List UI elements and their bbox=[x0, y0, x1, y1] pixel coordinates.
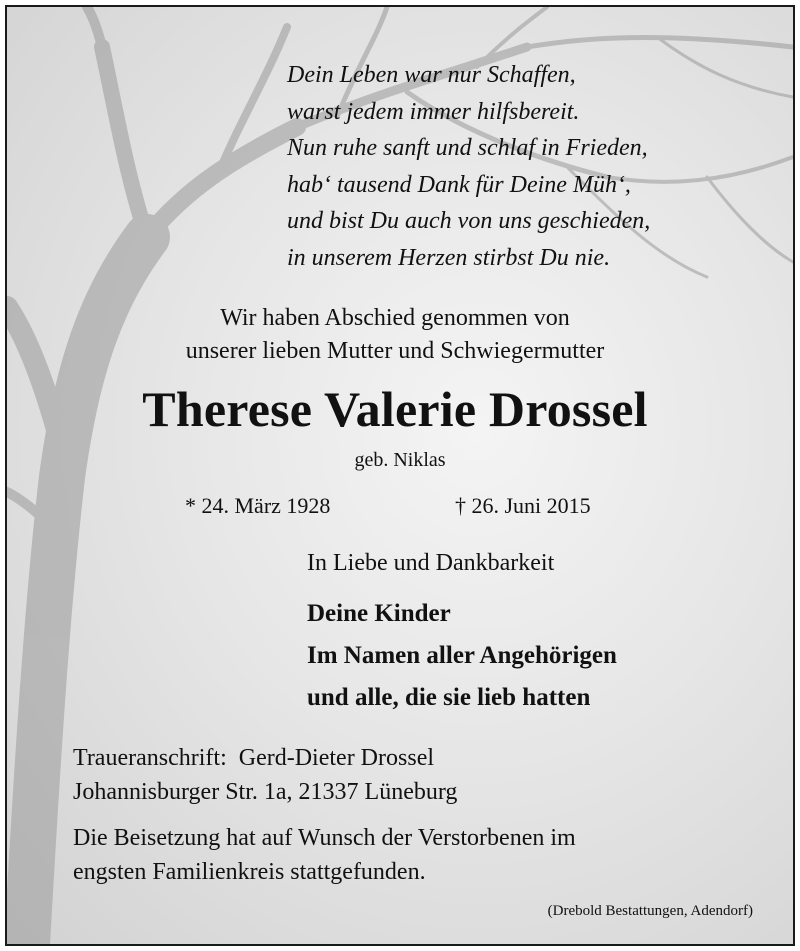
signer-line: und alle, die sie lieb hatten bbox=[307, 684, 591, 711]
maiden-name: geb. Niklas bbox=[354, 449, 446, 471]
signer-line: Deine Kinder bbox=[307, 600, 451, 627]
verse-line: Dein Leben war nur Schaffen, bbox=[287, 62, 576, 88]
farewell-line: Wir haben Abschied genommen von bbox=[220, 305, 570, 331]
gratitude-line: In Liebe und Dankbarkeit bbox=[307, 550, 555, 576]
verse-line: in unserem Herzen stirbst Du nie. bbox=[287, 244, 611, 271]
address-street: Johannisburger Str. 1a, 21337 Lüneburg bbox=[73, 779, 458, 805]
burial-note bbox=[73, 821, 576, 889]
verse bbox=[287, 57, 650, 276]
address-line-1 bbox=[73, 741, 457, 775]
obituary-notice bbox=[5, 5, 795, 946]
verse-line: Nun ruhe sanft und schlaf in Frieden, bbox=[287, 135, 648, 161]
address-label: Traueranschrift: bbox=[73, 745, 227, 771]
undertaker-credit: (Drebold Bestattungen, Adendorf) bbox=[547, 903, 753, 919]
signers bbox=[307, 593, 617, 719]
deceased-name-text: Therese Valerie Drossel bbox=[142, 381, 648, 437]
address-name: Gerd-Dieter Drossel bbox=[238, 745, 435, 771]
birth-date: * 24. März 1928 bbox=[185, 493, 331, 518]
deceased-name bbox=[7, 379, 793, 439]
verse-line: warst jedem immer hilfsbereit. bbox=[287, 98, 580, 125]
burial-note-line: Die Beisetzung hat auf Wunsch der Verstorbenen im bbox=[73, 825, 576, 851]
farewell-line: unserer lieben Mutter und Schwiegermutter bbox=[185, 338, 605, 364]
signer-line: Im Namen aller Angehörigen bbox=[307, 642, 617, 669]
verse-line: und bist Du auch von uns geschieden, bbox=[287, 208, 651, 234]
death-date: † 26. Juni 2015 bbox=[455, 493, 591, 518]
verse-line: hab‘ tausend Dank für Deine Müh‘, bbox=[287, 171, 631, 198]
farewell-text bbox=[7, 302, 793, 368]
burial-note-line: engsten Familienkreis stattgefunden. bbox=[73, 859, 426, 885]
mourning-address bbox=[73, 741, 457, 809]
